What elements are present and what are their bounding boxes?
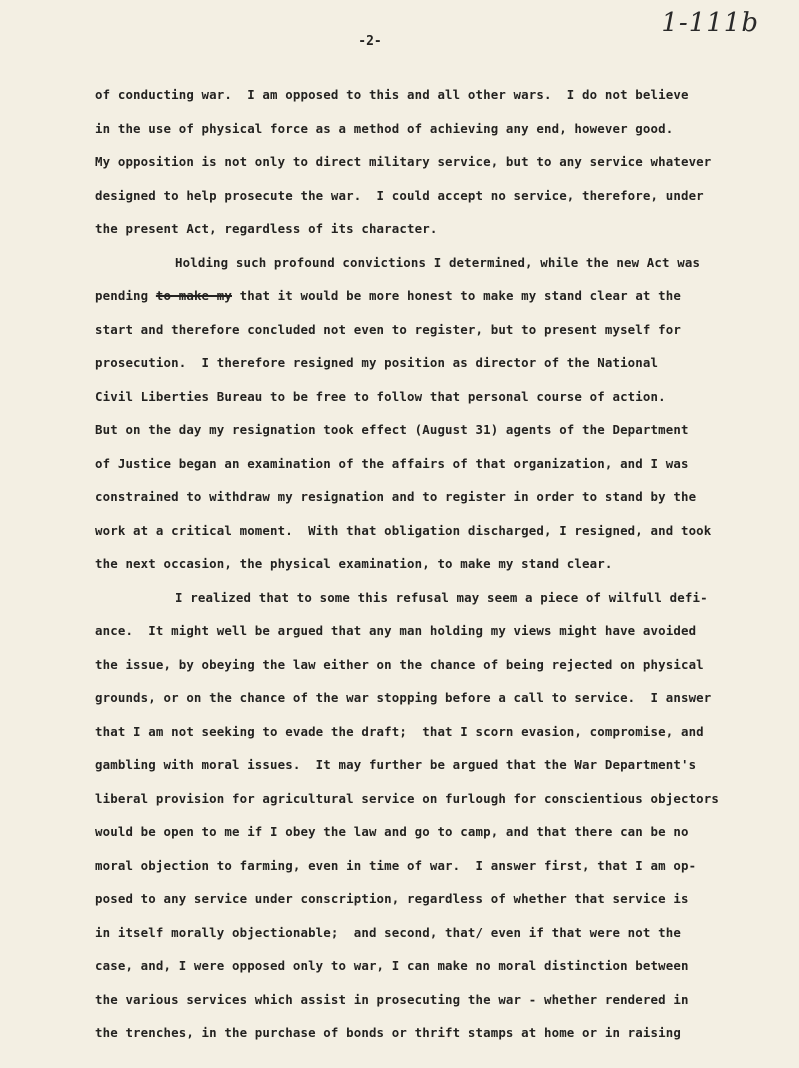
text-line: constrained to withdraw my resignation and to register in order to stand by the bbox=[95, 489, 697, 504]
text-line: the next occasion, the physical examination, to make my stand clear. bbox=[95, 556, 613, 571]
text-line: Civil Liberties Bureau to be free to follow that personal course of action. bbox=[95, 388, 666, 404]
text-line: of Justice began an examination of the affairs of that organization, and I was bbox=[95, 455, 689, 471]
page-number: -2- bbox=[358, 34, 382, 49]
text-line: would be open to me if I obey the law and go to camp, and that there can be no bbox=[95, 824, 689, 839]
text-line: grounds, or on the chance of the war stopping before a call to service. I answer bbox=[95, 690, 712, 705]
text-line: that I am not seeking to evade the draft; that I scorn evasion, compromise, and bbox=[95, 723, 704, 739]
handwritten-page-annotation: 1-111b bbox=[661, 8, 759, 38]
document-body bbox=[95, 78, 785, 1050]
text-line: in itself morally objectionable; and second, that/ even if that were not the bbox=[95, 924, 681, 940]
struck-out-text: to make my bbox=[155, 288, 232, 303]
paragraph bbox=[95, 581, 785, 1050]
text-line: pending to make my that it would be more honest to make my stand clear at the bbox=[95, 288, 681, 303]
text-line: Holding such profound convictions I determined, while the new Act was bbox=[175, 254, 701, 270]
text-line: My opposition is not only to direct military service, but to any service whatever bbox=[95, 154, 712, 169]
text-line: moral objection to farming, even in time of war. I answer first, that I am op- bbox=[95, 857, 697, 873]
text-line: the trenches, in the purchase of bonds or thrift stamps at home or in raising bbox=[95, 1025, 681, 1040]
text-line: the present Act, regardless of its character. bbox=[95, 221, 438, 236]
text-line: the various services which assist in prosecuting the war - whether rendered in bbox=[95, 991, 689, 1007]
text-line: designed to help prosecute the war. I could accept no service, therefore, under bbox=[95, 187, 704, 203]
text-line: the issue, by obeying the law either on the chance of being rejected on physical bbox=[95, 656, 704, 672]
text-line: in the use of physical force as a method of achieving any end, however good. bbox=[95, 120, 674, 136]
text-line: liberal provision for agricultural service on furlough for conscientious objectors bbox=[95, 790, 720, 806]
paragraph bbox=[95, 78, 785, 246]
text-line: case, and, I were opposed only to war, I can make no moral distinction between bbox=[95, 958, 689, 973]
text-line: I realized that to some this refusal may seem a piece of wilfull defi- bbox=[175, 589, 708, 605]
text-line: prosecution. I therefore resigned my position as director of the National bbox=[95, 355, 659, 370]
text-line: of conducting war. I am opposed to this and all other wars. I do not believe bbox=[95, 87, 689, 102]
paragraph bbox=[95, 246, 785, 581]
text-line: gambling with moral issues. It may further be argued that the War Department's bbox=[95, 757, 697, 772]
text-line: But on the day my resignation took effect (August 31) agents of the Department bbox=[95, 422, 689, 437]
text-line: start and therefore concluded not even to register, but to present myself for bbox=[95, 321, 681, 337]
text-line: work at a critical moment. With that obligation discharged, I resigned, and took bbox=[95, 522, 712, 538]
text-line: ance. It might well be argued that any man holding my views might have avoided bbox=[95, 623, 697, 638]
text-line: posed to any service under conscription, regardless of whether that service is bbox=[95, 891, 689, 906]
